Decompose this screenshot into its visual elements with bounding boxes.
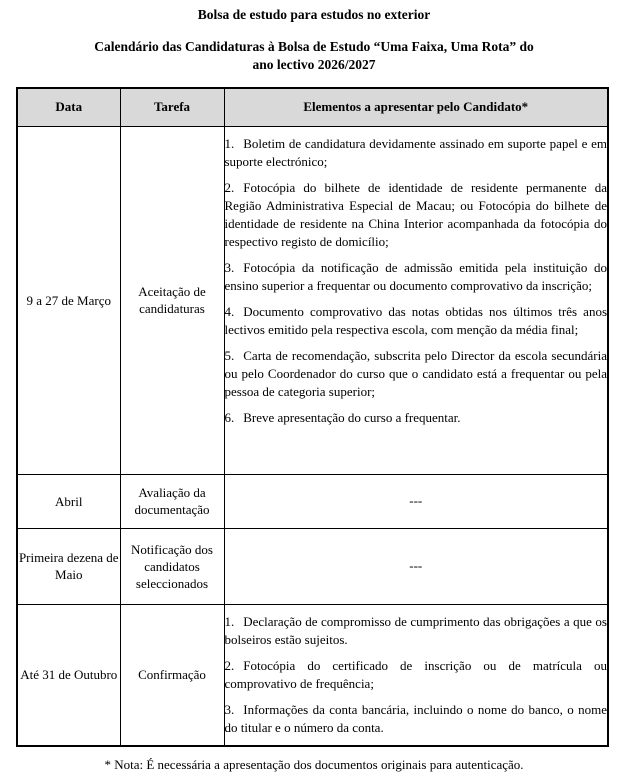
empty-elements-cell: --- xyxy=(224,528,608,604)
date-cell: Abril xyxy=(17,474,120,528)
requirement-item xyxy=(225,347,608,401)
task-cell: Confirmação xyxy=(120,604,224,746)
empty-elements-cell: --- xyxy=(224,474,608,528)
item-number: 2. xyxy=(224,179,235,195)
table-row-confirmacao xyxy=(17,604,608,746)
item-number: 3. xyxy=(224,701,235,717)
column-header-data: Data xyxy=(17,88,120,126)
date-cell: Até 31 de Outubro xyxy=(17,604,120,746)
item-text: Declaração de compromisso de cumprimento das obrigações a que os bolseiros estão sujeitos. xyxy=(224,613,607,647)
elements-cell xyxy=(224,126,608,474)
calendar-table xyxy=(16,87,609,747)
table-row-notificacao xyxy=(17,528,608,604)
item-number: 1. xyxy=(224,613,235,629)
table-header-row xyxy=(17,88,608,126)
date-cell: Primeira dezena de Maio xyxy=(17,528,120,604)
requirement-item xyxy=(225,613,608,649)
footnote: * Nota: É necessária a apresentação dos documentos originais para autenticação. xyxy=(104,756,524,772)
requirement-item xyxy=(225,701,608,737)
item-number: 5. xyxy=(224,347,235,363)
item-text: Boletim de candidatura devidamente assinado em suporte papel e em suporte electrónico; xyxy=(224,135,607,169)
page-title: Bolsa de estudo para estudos no exterior xyxy=(197,7,431,22)
item-text: Fotocópia do certificado de inscrição ou de matrícula ou comprovativo de frequência; xyxy=(224,657,607,691)
table-row-avaliacao xyxy=(17,474,608,528)
date-cell: 9 a 27 de Março xyxy=(17,126,120,474)
table-row-aceitacao xyxy=(17,126,608,474)
task-cell: Avaliação da documentação xyxy=(120,474,224,528)
item-text: Informações da conta bancária, incluindo o nome do banco, o nome do titular e o número da conta. xyxy=(224,701,607,735)
column-header-tarefa: Tarefa xyxy=(120,88,224,126)
requirement-item xyxy=(225,179,608,251)
item-text: Fotocópia da notificação de admissão emitida pela instituição do ensino superior a frequentar ou documento comprovativo da inscrição; xyxy=(224,259,607,293)
elements-cell xyxy=(224,604,608,746)
item-text: Fotocópia do bilhete de identidade de residente permanente da Região Administrativa Especial de Macau; ou Fotocópia do bilhete de identidade de residente na China Interior acompanhada da fotocópia do respectivo registo de domicílio; xyxy=(224,179,607,249)
column-header-elementos: Elementos a apresentar pelo Candidato* xyxy=(224,88,608,126)
item-text: Carta de recomendação, subscrita pelo Director da escola secundária ou pelo Coordenador do curso que o candidato está a frequentar ou pela pessoa de categoria superior; xyxy=(224,347,607,399)
item-number: 4. xyxy=(224,303,235,319)
requirement-item xyxy=(225,135,608,171)
item-number: 6. xyxy=(224,409,235,425)
item-number: 3. xyxy=(224,259,235,275)
requirement-item xyxy=(225,303,608,339)
page-subtitle-line-1: Calendário das Candidaturas à Bolsa de Estudo “Uma Faixa, Uma Rota” do xyxy=(94,39,534,54)
item-text: Breve apresentação do curso a frequentar. xyxy=(243,409,461,425)
task-cell: Aceitação de candidaturas xyxy=(120,126,224,474)
page-subtitle-line-2: ano lectivo 2026/2027 xyxy=(252,57,376,72)
requirement-item xyxy=(225,409,608,427)
requirement-item xyxy=(225,259,608,295)
item-number: 1. xyxy=(224,135,235,151)
requirement-item xyxy=(225,657,608,693)
item-text: Documento comprovativo das notas obtidas nos últimos três anos lectivos emitido pela respectiva escola, com menção da média final; xyxy=(224,303,607,337)
item-number: 2. xyxy=(224,657,235,673)
page-subtitle xyxy=(0,38,628,74)
task-cell: Notificação dos candidatos seleccionados xyxy=(120,528,224,604)
